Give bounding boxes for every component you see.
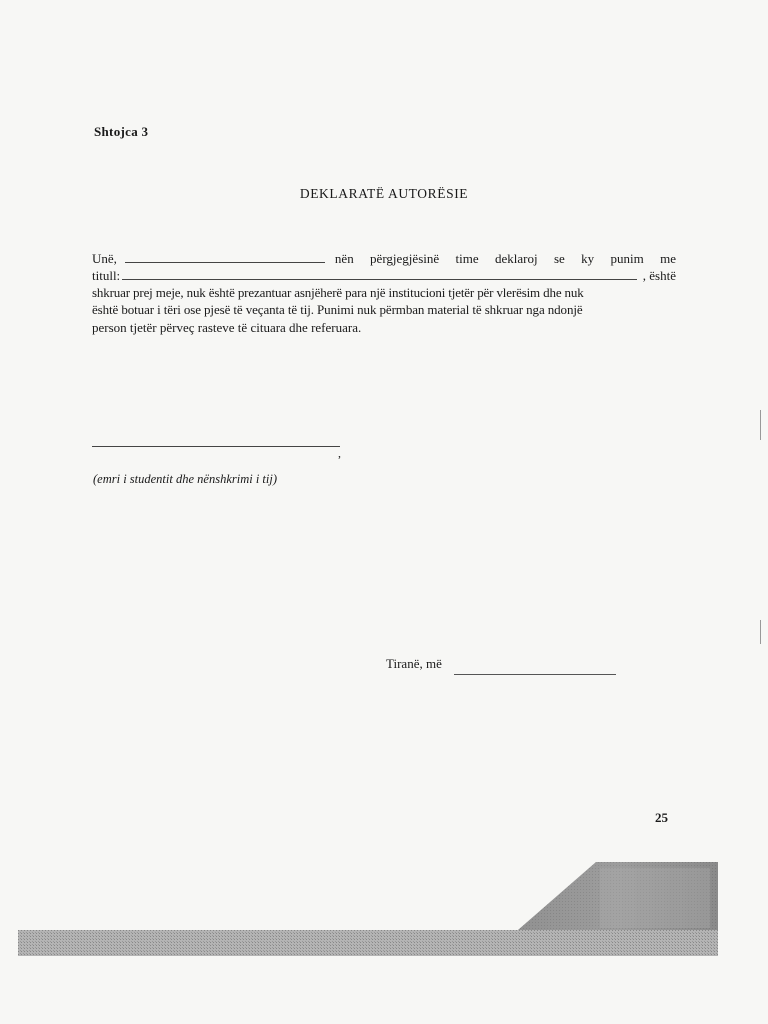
declaration-line-2-text: , është [642,268,676,283]
declaration-line-5: person tjetër përveç rasteve të cituara dhe referuara. [92,320,362,335]
declaration-line-4: është botuar i tëri ose pjesë të veçanta të tij. Punimi nuk përmban material të shkruar nga ndonjë [92,302,583,317]
signature-comma: , [338,446,341,460]
footer-bar-long [18,930,718,956]
signature-caption: (emri i studentit dhe nënshkrimi i tij) [93,472,278,486]
scan-edge-mark [760,620,761,644]
scan-edge-mark [760,410,761,440]
document-title: DEKLARATË AUTORËSIE [299,186,469,201]
annex-label: Shtojca 3 [94,124,149,139]
declaration-line-1-text: nën përgjegjësinë time deklaroj se ky punim me [334,251,676,266]
declaration-i-label: Unë, [92,251,117,266]
page-number: 25 [655,810,668,825]
place-date-label: Tiranë, më [386,656,442,671]
declaration-line-3: shkruar prej meje, nuk është prezantuar asnjëherë para një institucioni tjetër për vlerësim dhe nuk [92,285,584,300]
thesis-title-label: titull: [92,268,121,283]
